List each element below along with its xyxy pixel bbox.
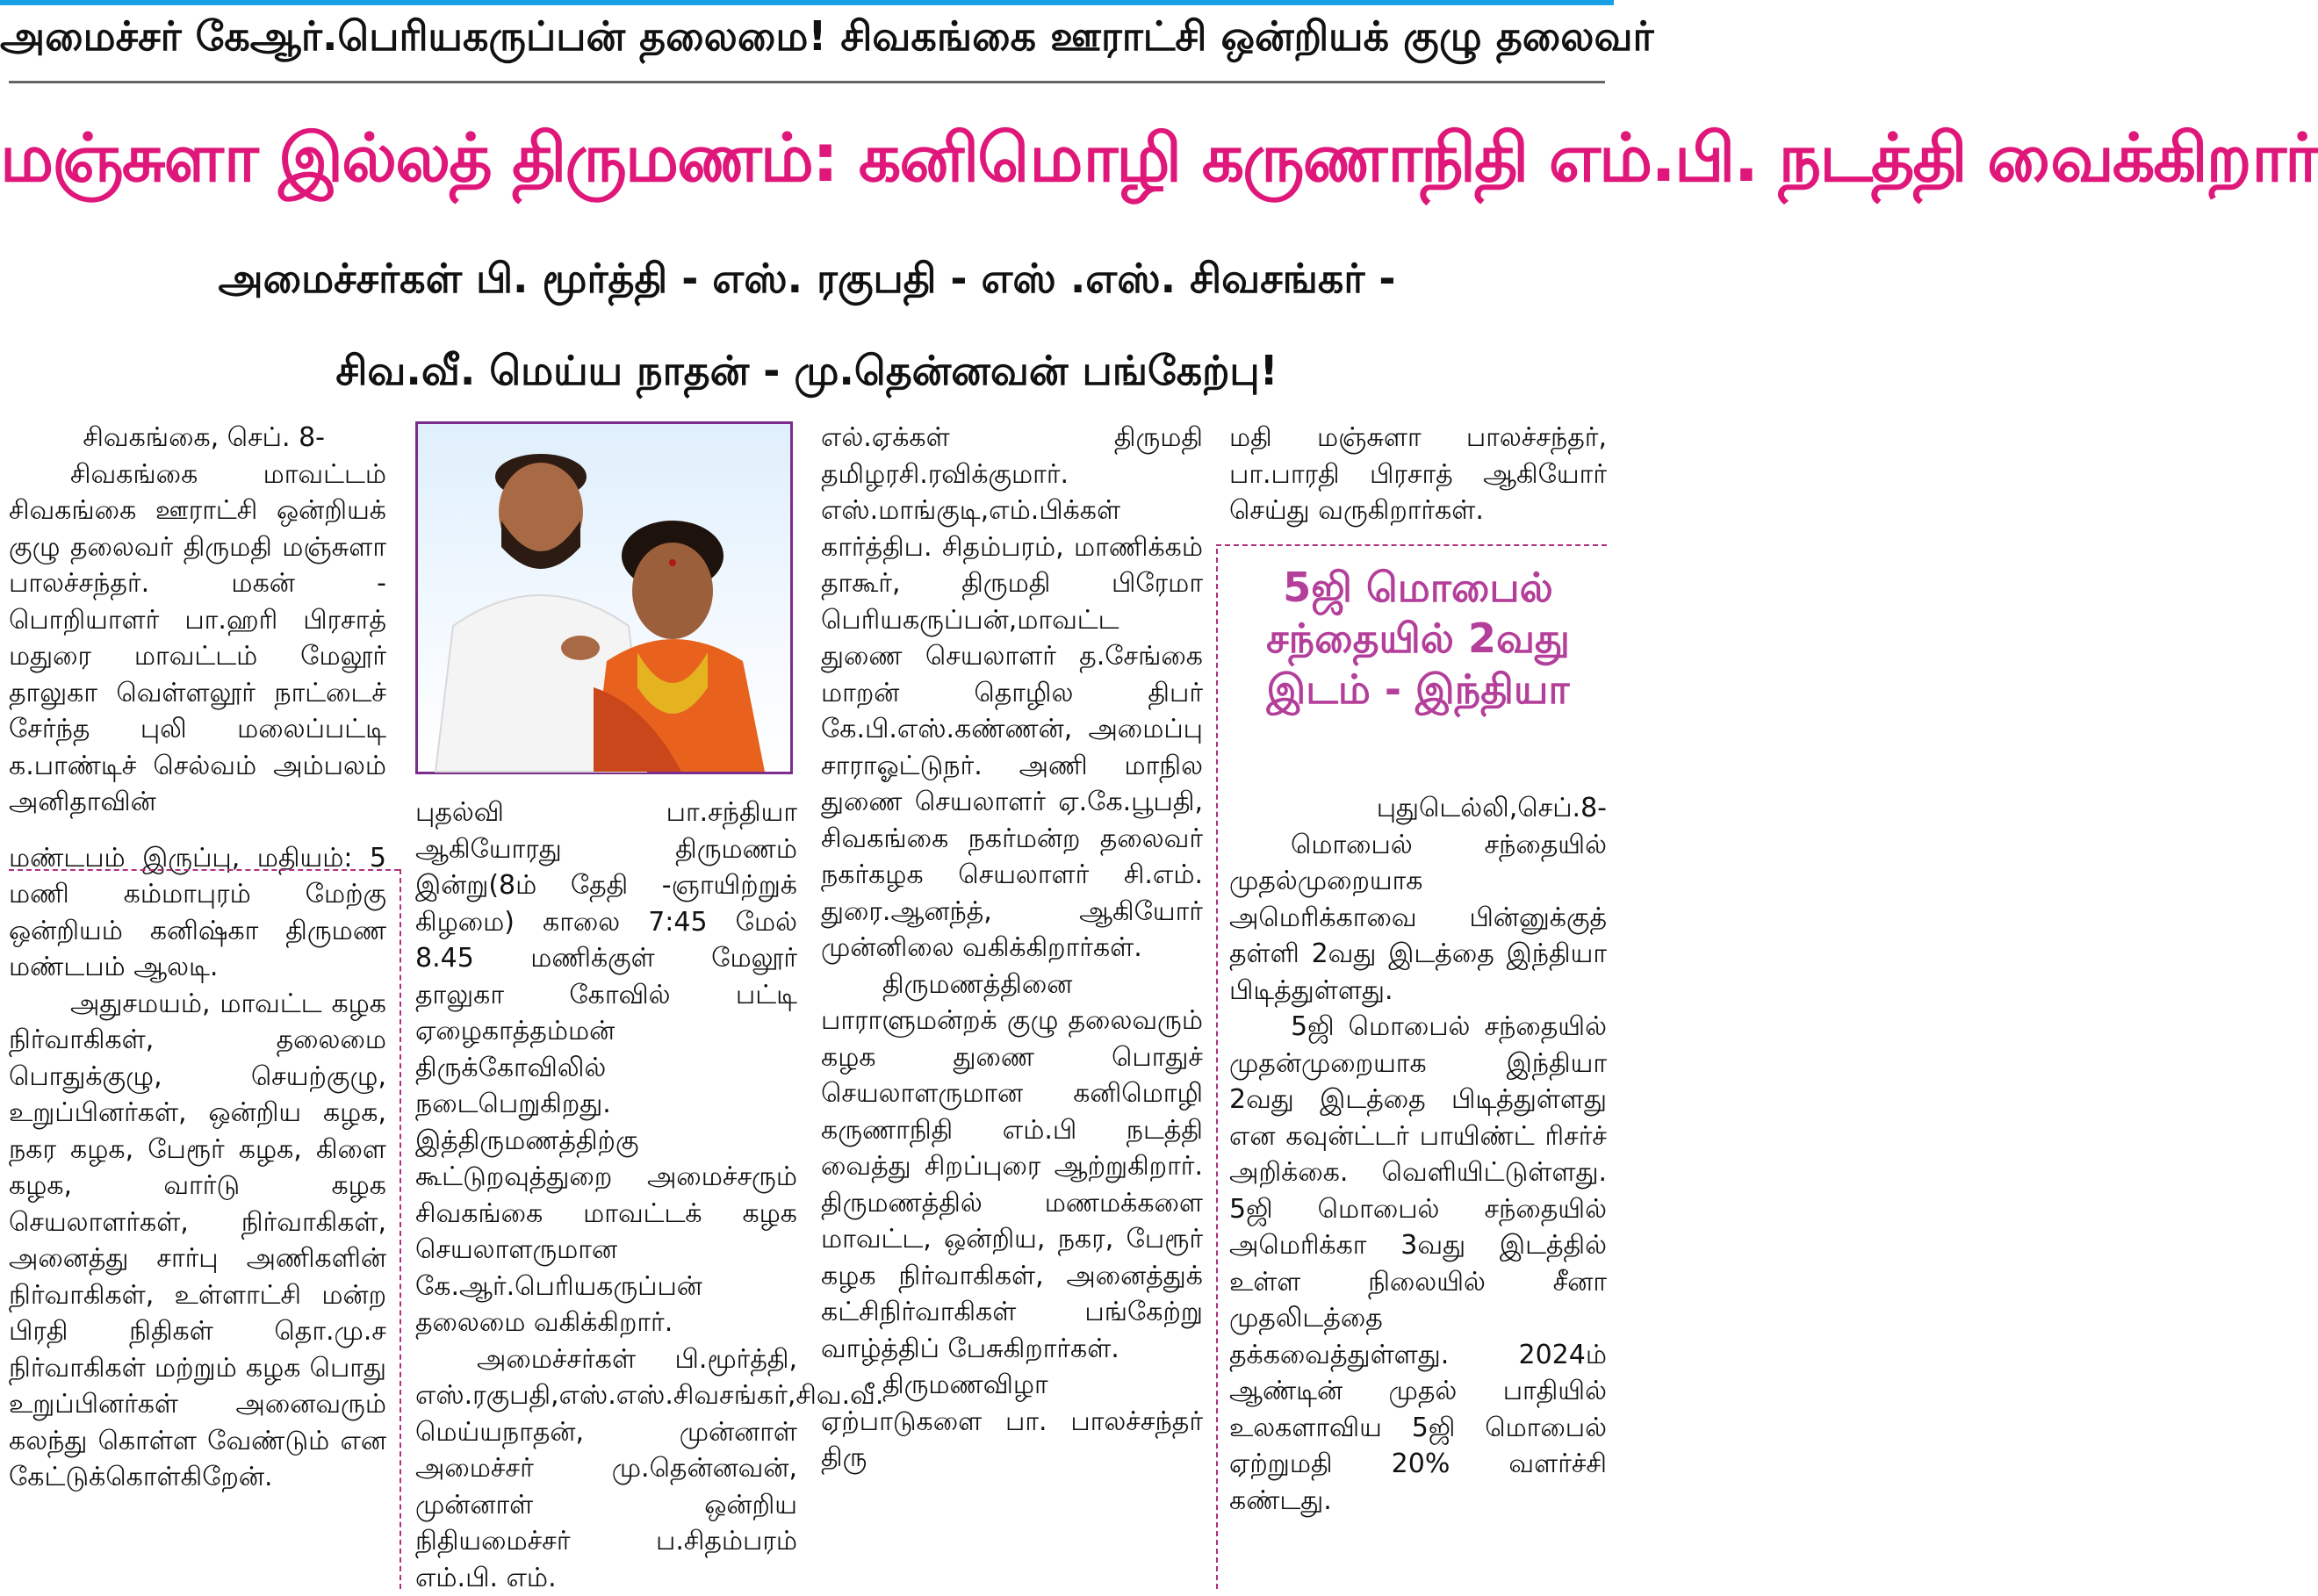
paragraph: 5ஜி மொபைல் சந்தையில் முதன்முறையாக இந்தியா 2வது இடத்தை பிடித்துள்ளது என கவுன்ட்டர் பாயிண்ட் ரிசர்ச் அறிக்கை. வெளியிட்டுள்ளது. 5ஜி மொபைல் சந்தையில் அமெரிக்கா 3வது இடத்தில் உள்ள நிலையில் சீனா முதலிடத்தை தக்கவைத்துள்ளது. 2024ம் ஆண்டின் முதல் பாதியில் உலகளாவிய 5ஜி மொபைல் ஏற்றுமதி 20% வளர்ச்சி கண்டது. bbox=[1229, 1009, 1607, 1519]
headline: மஞ்சுளா இல்லத் திருமணம்: கனிமொழி கருணாநிதி எம்.பி. நடத்தி வைக்கிறார் bbox=[0, 119, 1614, 206]
side-story-body bbox=[1229, 790, 1607, 1519]
deck-line-2: சிவ.வீ. மெய்ய நாதன் - மு.தென்னவன் பங்கேற்பு! bbox=[0, 347, 1614, 400]
column-divider bbox=[1216, 549, 1218, 1589]
couple-photo-illustration bbox=[418, 424, 790, 772]
paragraph: சிவகங்கை மாவட்டம் சிவகங்கை ஊராட்சி ஒன்றியக் குழு தலைவர் திருமதி மஞ்சுளா பாலச்சந்தர். மகன் - பொறியாளர் பா.ஹரி பிரசாத் மதுரை மாவட்டம் மேலூர் தாலுகா வெள்ளலூர் நாட்டைச் சேர்ந்த புலி மலைப்பட்டி க.பாண்டிச் செல்வம் அம்பலம் அனிதாவின் bbox=[9, 457, 386, 821]
dateline: சிவகங்கை, செப். 8- bbox=[9, 420, 386, 457]
paragraph: திருமணவிழா ஏற்பாடுகளை பா. பாலச்சந்தர் திரு bbox=[821, 1367, 1203, 1477]
article-column-4 bbox=[1229, 420, 1607, 529]
paragraph: புதல்வி பா.சந்தியா ஆகியோரது திருமணம் இன்று(8ம் தேதி -ஞாயிற்றுக் கிழமை) காலை 7:45 மேல் 8.45 மணிக்குள் மேலூர் தாலுகா கோவில் பட்டி ஏழைகாத்தம்மன் திருக்கோவிலில் நடைபெறுகிறது. இத்திருமணத்திற்கு கூட்டுறவுத்துறை அமைச்சரும் சிவகங்கை மாவட்டக் கழக செயலாளருமான கே.ஆர்.பெரியகருப்பன் தலைமை வகிக்கிறார். bbox=[415, 794, 797, 1341]
section-divider bbox=[1216, 544, 1607, 546]
dateline: புதுடெல்லி,செப்.8- bbox=[1229, 790, 1607, 827]
paragraph: திருமணத்தினை பாராளுமன்றக் குழு தலைவரும் கழக துணை பொதுச் செயலாளருமான கனிமொழி கருணாநிதி எம்.பி நடத்தி வைத்து சிறப்புரை ஆற்றுகிறார். திருமணத்தில் மணமக்களை மாவட்ட, ஒன்றிய, நகர, பேரூர் கழக நிர்வாகிகள், அனைத்துக் கட்சிநிர்வாகிகள் பங்கேற்று வாழ்த்திப் பேசுகிறார்கள். bbox=[821, 967, 1203, 1368]
paragraph: மண்டபம் இருப்பு, மதியம்: 5 மணி கம்மாபுரம் மேற்கு ஒன்றியம் கனிஷ்கா திருமண மண்டபம் ஆலடி. bbox=[9, 840, 386, 986]
kicker-divider bbox=[9, 81, 1605, 83]
couple-photo bbox=[415, 421, 793, 774]
deck-line-1: அமைச்சர்கள் பி. மூர்த்தி - எஸ். ரகுபதி - எஸ் .எஸ். சிவசங்கர் - bbox=[0, 255, 1614, 308]
article-column-1 bbox=[9, 420, 386, 1496]
article-column-3 bbox=[821, 420, 1203, 1477]
top-color-bar bbox=[0, 0, 1614, 5]
paragraph: மொபைல் சந்தையில் முதல்முறையாக அமெரிக்காவை பின்னுக்குத் தள்ளி 2வது இடத்தை இந்தியா பிடித்துள்ளது. bbox=[1229, 827, 1607, 1010]
section-divider bbox=[9, 869, 400, 871]
paragraph: அமைச்சர்கள் பி.மூர்த்தி, எஸ்.ரகுபதி,எஸ்.எஸ்.சிவசங்கர்,சிவ.வீ. மெய்யநாதன், முன்னாள் அமைச்சர் மு.தென்னவன், முன்னாள் ஒன்றிய நிதியமைச்சர் ப.சிதம்பரம் எம்.பி. எம். bbox=[415, 1341, 797, 1596]
kicker-line: அமைச்சர் கேஆர்.பெரியகருப்பன் தலைமை! சிவகங்கை ஊராட்சி ஒன்றியக் குழு தலைவர் bbox=[0, 12, 1614, 66]
paragraph: அதுசமயம், மாவட்ட கழக நிர்வாகிகள், தலைமை பொதுக்குழு, செயற்குழு, உறுப்பினர்கள், ஒன்றிய கழக, நகர கழக, பேரூர் கழக, கிளை கழக, வார்டு கழக செயலாளர்கள், நிர்வாகிகள், அனைத்து சார்பு அணிகளின் நிர்வாகிகள், உள்ளாட்சி மன்ற பிரதி நிதிகள் தொ.மு.ச நிர்வாகிகள் மற்றும் கழக பொது உறுப்பினர்கள் அனைவரும் கலந்து கொள்ள வேண்டும் என கேட்டுக்கொள்கிறேன். bbox=[9, 986, 386, 1496]
paragraph: எல்.ஏக்கள் திருமதி தமிழரசி.ரவிக்குமார். எஸ்.மாங்குடி,எம்.பிக்கள் கார்த்திப. சிதம்பரம், மாணிக்கம் தாகூர், திருமதி பிரேமா பெரியகருப்பன்,மாவட்ட துணை செயலாளர் த.சேங்கை மாறன் தொழில திபர் கே.பி.எஸ்.கண்ணன், அமைப்பு சாராஓட்டுநர். அணி மாநில துணை செயலாளர் ஏ.கே.பூபதி, சிவகங்கை நகர்மன்ற தலைவர் நகர்கழக செயலாளர் சி.எம். துரை.ஆனந்த், ஆகியோர் முன்னிலை வகிக்கிறார்கள். bbox=[821, 420, 1203, 967]
side-story-headline: 5ஜி மொபைல் சந்தையில் 2வது இடம் - இந்தியா bbox=[1229, 562, 1607, 715]
article-column-2 bbox=[415, 794, 797, 1596]
paragraph: மதி மஞ்சுளா பாலச்சந்தர், பா.பாரதி பிரசாத் ஆகியோர் செய்து வருகிறார்கள். bbox=[1229, 420, 1607, 529]
column-divider bbox=[400, 869, 401, 1589]
